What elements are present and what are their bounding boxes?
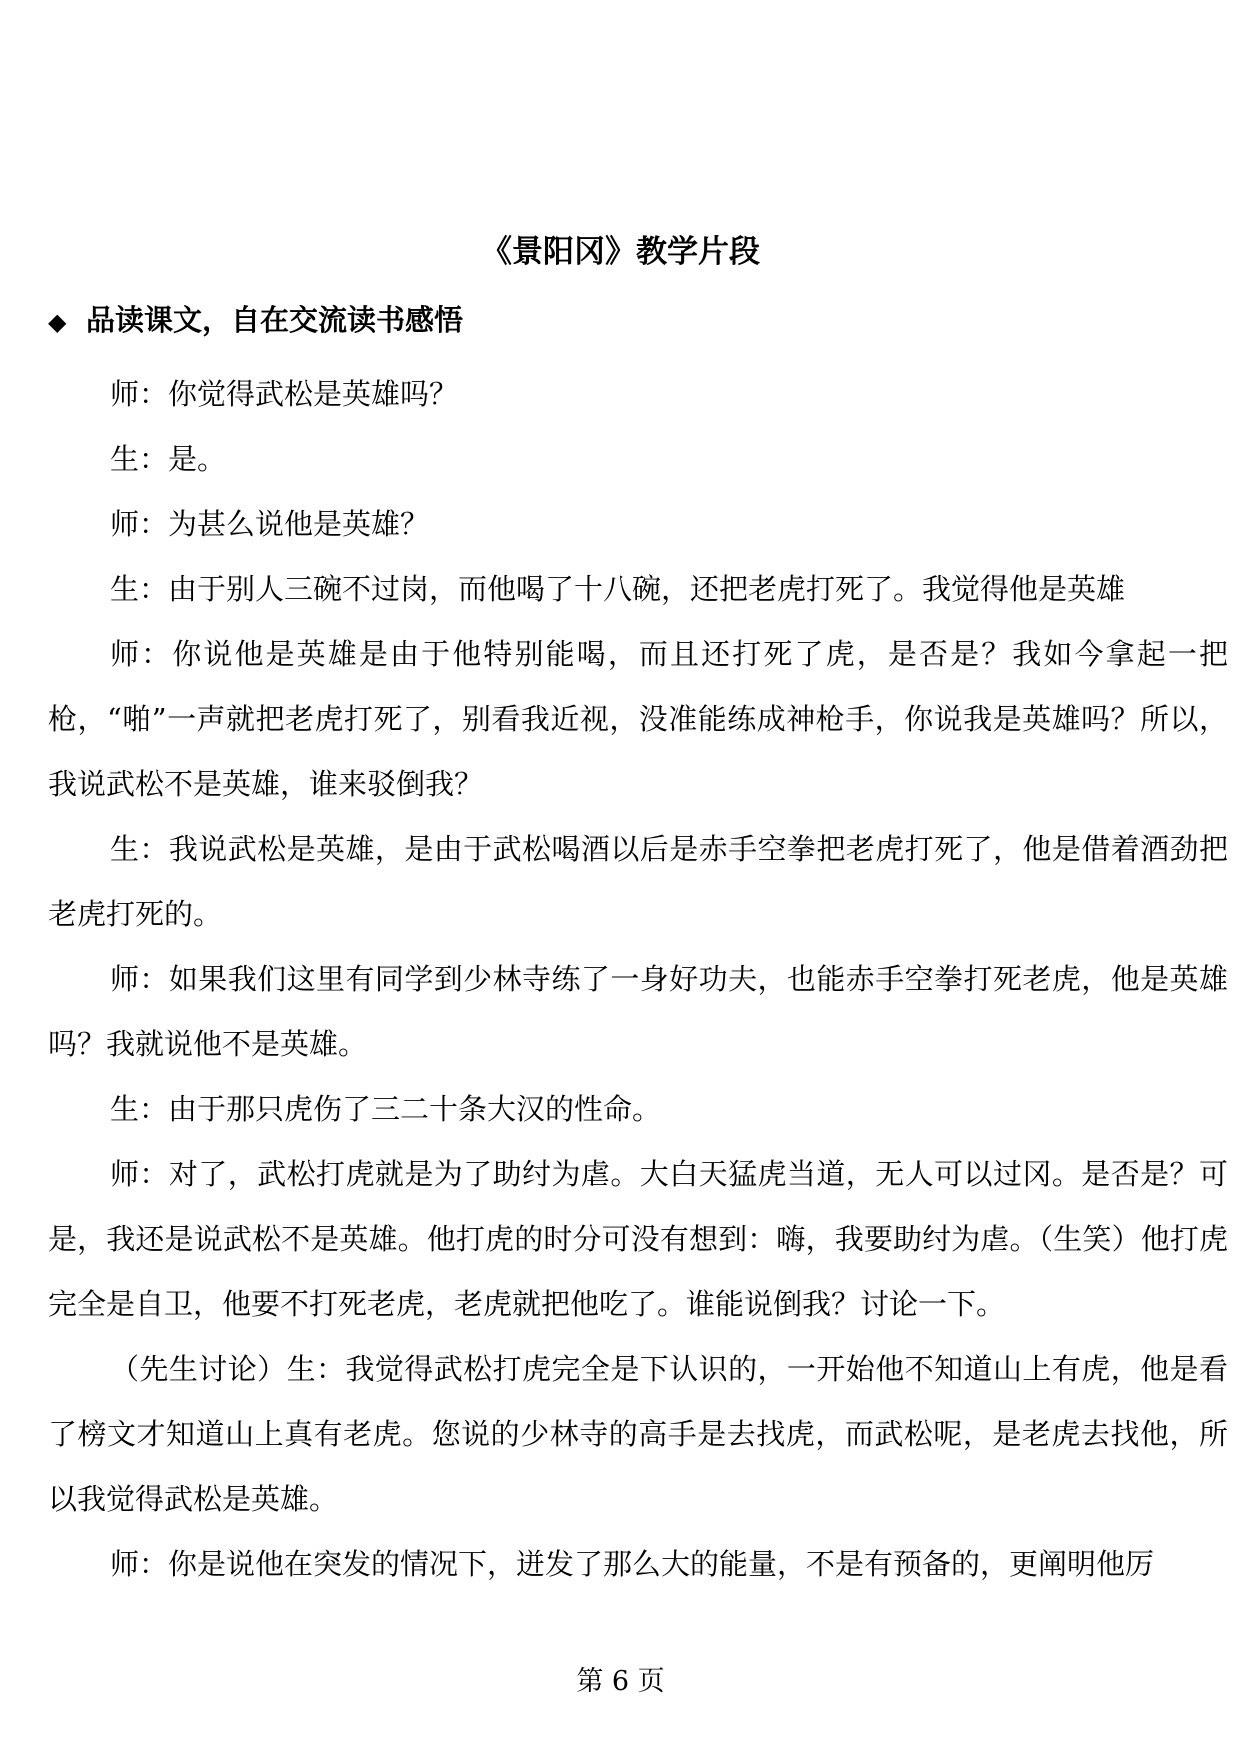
document-body: [48, 362, 1228, 1597]
paragraph: 师：对了，武松打虎就是为了助纣为虐。大白天猛虎当道，无人可以过冈。是否是？可是，我还是说武松不是英雄。他打虎的时分可没有想到：嗨，我要助纣为虐。（生笑）他打虎完全是自卫，他要不打死老虎，老虎就把他吃了。谁能说倒我？讨论一下。: [48, 1157, 1228, 1321]
paragraph: （先生讨论）生：我觉得武松打虎完全是下认识的，一开始他不知道山上有虎，他是看了榜文才知道山上真有老虎。您说的少林寺的高手是去找虎，而武松呢，是老虎去找他，所以我觉得武松是英雄。: [48, 1352, 1228, 1516]
document-title: 《景阳冈》教学片段: [481, 234, 760, 270]
paragraph: 师：如果我们这里有同学到少林寺练了一身好功夫，也能赤手空拳打死老虎，他是英雄吗？我就说他不是英雄。: [48, 962, 1228, 1061]
paragraph: 师：你是说他在突发的情况下，迸发了那么大的能量，不是有预备的，更阐明他厉: [110, 1547, 1155, 1581]
paragraph: 师：你说他是英雄是由于他特别能喝，而且还打死了虎，是否是？我如今拿起一把枪，“啪”一声就把老虎打死了，别看我近视，没准能练成神枪手，你说我是英雄吗？所以，我说武松不是英雄，谁来驳倒我？: [48, 637, 1228, 801]
section-heading: [48, 300, 463, 342]
section-heading-text: 品读课文，自在交流读书感悟: [86, 303, 464, 337]
page-number: 第 6 页: [576, 1666, 665, 1697]
paragraph: 师：为甚么说他是英雄？: [110, 507, 430, 541]
paragraph: 师：你觉得武松是英雄吗？: [110, 377, 459, 411]
paragraph: 生：由于那只虎伤了三二十条大汉的性命。: [110, 1092, 662, 1126]
diamond-bullet-icon: ◆: [48, 307, 67, 336]
paragraph: 生：由于别人三碗不过岗，而他喝了十八碗，还把老虎打死了。我觉得他是英雄: [110, 572, 1126, 606]
paragraph: 生：我说武松是英雄，是由于武松喝酒以后是赤手空拳把老虎打死了，他是借着酒劲把老虎打死的。: [48, 832, 1228, 931]
paragraph: 生：是。: [110, 442, 227, 476]
